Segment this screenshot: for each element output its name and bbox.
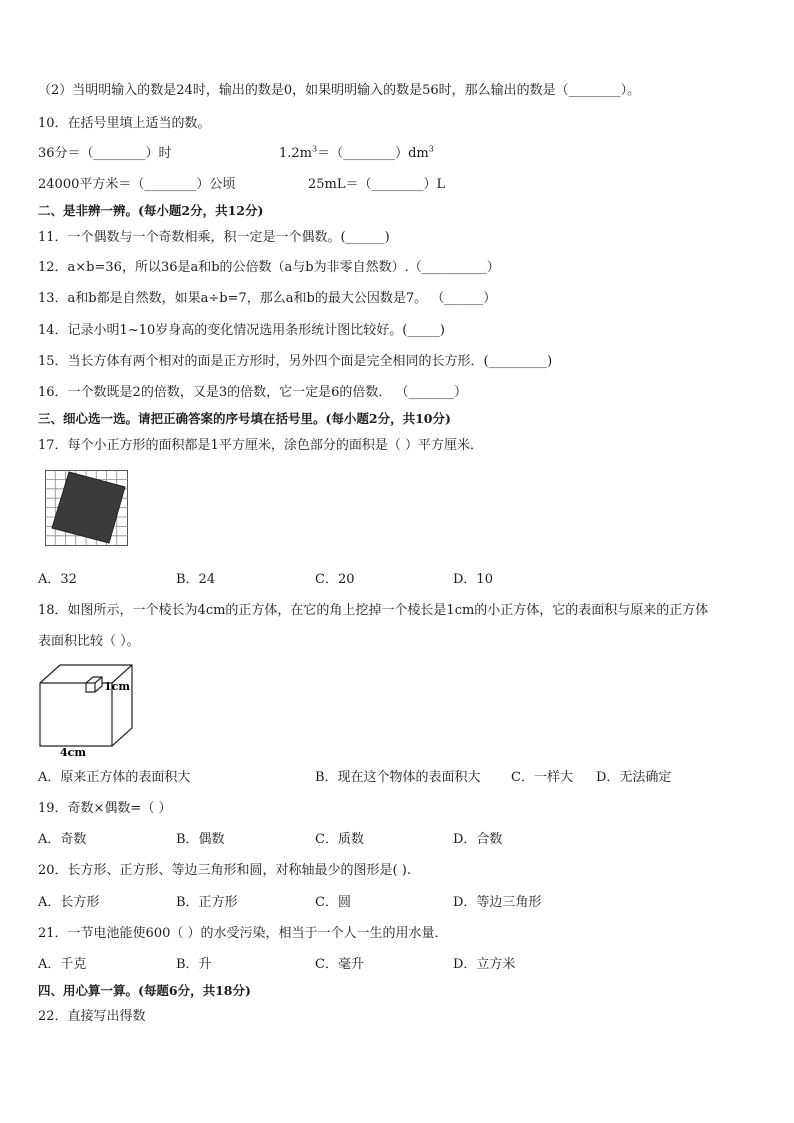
q18-option-a[interactable]: A．原来正方体的表面积大 [38, 770, 191, 785]
q19-option-c[interactable]: C．质数 [315, 832, 364, 847]
q19-stem: 19．奇数×偶数=（ ） [38, 801, 172, 816]
q18-option-b[interactable]: B．现在这个物体的表面积大 [315, 770, 481, 785]
q10-item-a: 36分＝（________）时 [38, 146, 172, 161]
q18-cube-figure [36, 662, 136, 760]
q20-option-d[interactable]: D．等边三角形 [453, 895, 542, 910]
q17-option-c[interactable]: C．20 [315, 572, 355, 587]
q21-option-c[interactable]: C．毫升 [315, 957, 364, 972]
q10-item-d: 25mL＝（________）L [308, 177, 446, 192]
q10-title: 10．在括号里填上适当的数。 [38, 116, 211, 131]
q11: 11．一个偶数与一个奇数相乘，积一定是一个偶数。(______) [38, 230, 390, 245]
q19-option-a[interactable]: A．奇数 [38, 832, 87, 847]
q17-option-d[interactable]: D．10 [453, 572, 493, 587]
q10-item-c: 24000平方米＝（________）公顷 [38, 177, 236, 192]
q14: 14．记录小明1~10岁身高的变化情况选用条形统计图比较好。(_____) [38, 323, 445, 338]
q20-option-b[interactable]: B．正方形 [176, 895, 238, 910]
section-3-heading: 三、细心选一选。请把正确答案的序号填在括号里。(每小题2分，共10分) [38, 411, 451, 426]
q21-option-d[interactable]: D．立方米 [453, 957, 516, 972]
q9-part2: （2）当明明输入的数是24时，输出的数是0，如果明明输入的数是56时，那么输出的数是（________）。 [38, 83, 641, 98]
q12: 12．a×b=36，所以36是a和b的公倍数（a与b为非零自然数）.（__________） [38, 260, 500, 275]
q20-stem: 20．长方形、正方形、等边三角形和圆，对称轴最少的图形是( ). [38, 863, 411, 878]
q18-label-small: 1cm [104, 680, 130, 693]
q20-option-a[interactable]: A．长方形 [38, 895, 100, 910]
q21-option-a[interactable]: A．千克 [38, 957, 87, 972]
q17-option-b[interactable]: B．24 [176, 572, 216, 587]
q21-stem: 21．一节电池能使600（ ）的水受污染，相当于一个人一生的用水量． [38, 926, 448, 941]
q18-stem-line2: 表面积比较（ ）。 [38, 634, 140, 649]
section-4-heading: 四、用心算一算。(每题6分，共18分) [38, 983, 251, 998]
q13: 13．a和b都是自然数，如果a÷b=7，那么a和b的最大公因数是7。 （______） [38, 291, 497, 306]
q21-option-b[interactable]: B．升 [176, 957, 212, 972]
q17-grid-figure [45, 470, 128, 546]
q18-stem-line1: 18．如图所示，一个棱长为4cm的正方体，在它的角上挖掉一个棱长是1cm的小正方体，它的表面积与原来的正方体 [38, 603, 709, 618]
q17-stem: 17．每个小正方形的面积都是1平方厘米，涂色部分的面积是（ ）平方厘米． [38, 438, 483, 453]
q19-option-d[interactable]: D．合数 [453, 832, 503, 847]
q18-label-big: 4cm [60, 746, 86, 759]
q20-option-c[interactable]: C．圆 [315, 895, 351, 910]
q19-option-b[interactable]: B．偶数 [176, 832, 225, 847]
q17-option-a[interactable]: A．32 [38, 572, 77, 587]
q18-option-d[interactable]: D．无法确定 [596, 770, 672, 785]
q22-stem: 22．直接写出得数 [38, 1009, 146, 1024]
q18-option-c[interactable]: C．一样大 [511, 770, 573, 785]
q15: 15．当长方体有两个相对的面是正方形时，另外四个面是完全相同的长方形．(_________) [38, 354, 553, 369]
section-2-heading: 二、是非辨一辨。(每小题2分，共12分) [38, 203, 264, 218]
q16: 16．一个数既是2的倍数，又是3的倍数，它一定是6的倍数． （_______） [38, 385, 467, 400]
q10-item-b: $1.2m^3=(\_\_\_\_\_\_\_\_)dm^3$ [279, 144, 434, 161]
